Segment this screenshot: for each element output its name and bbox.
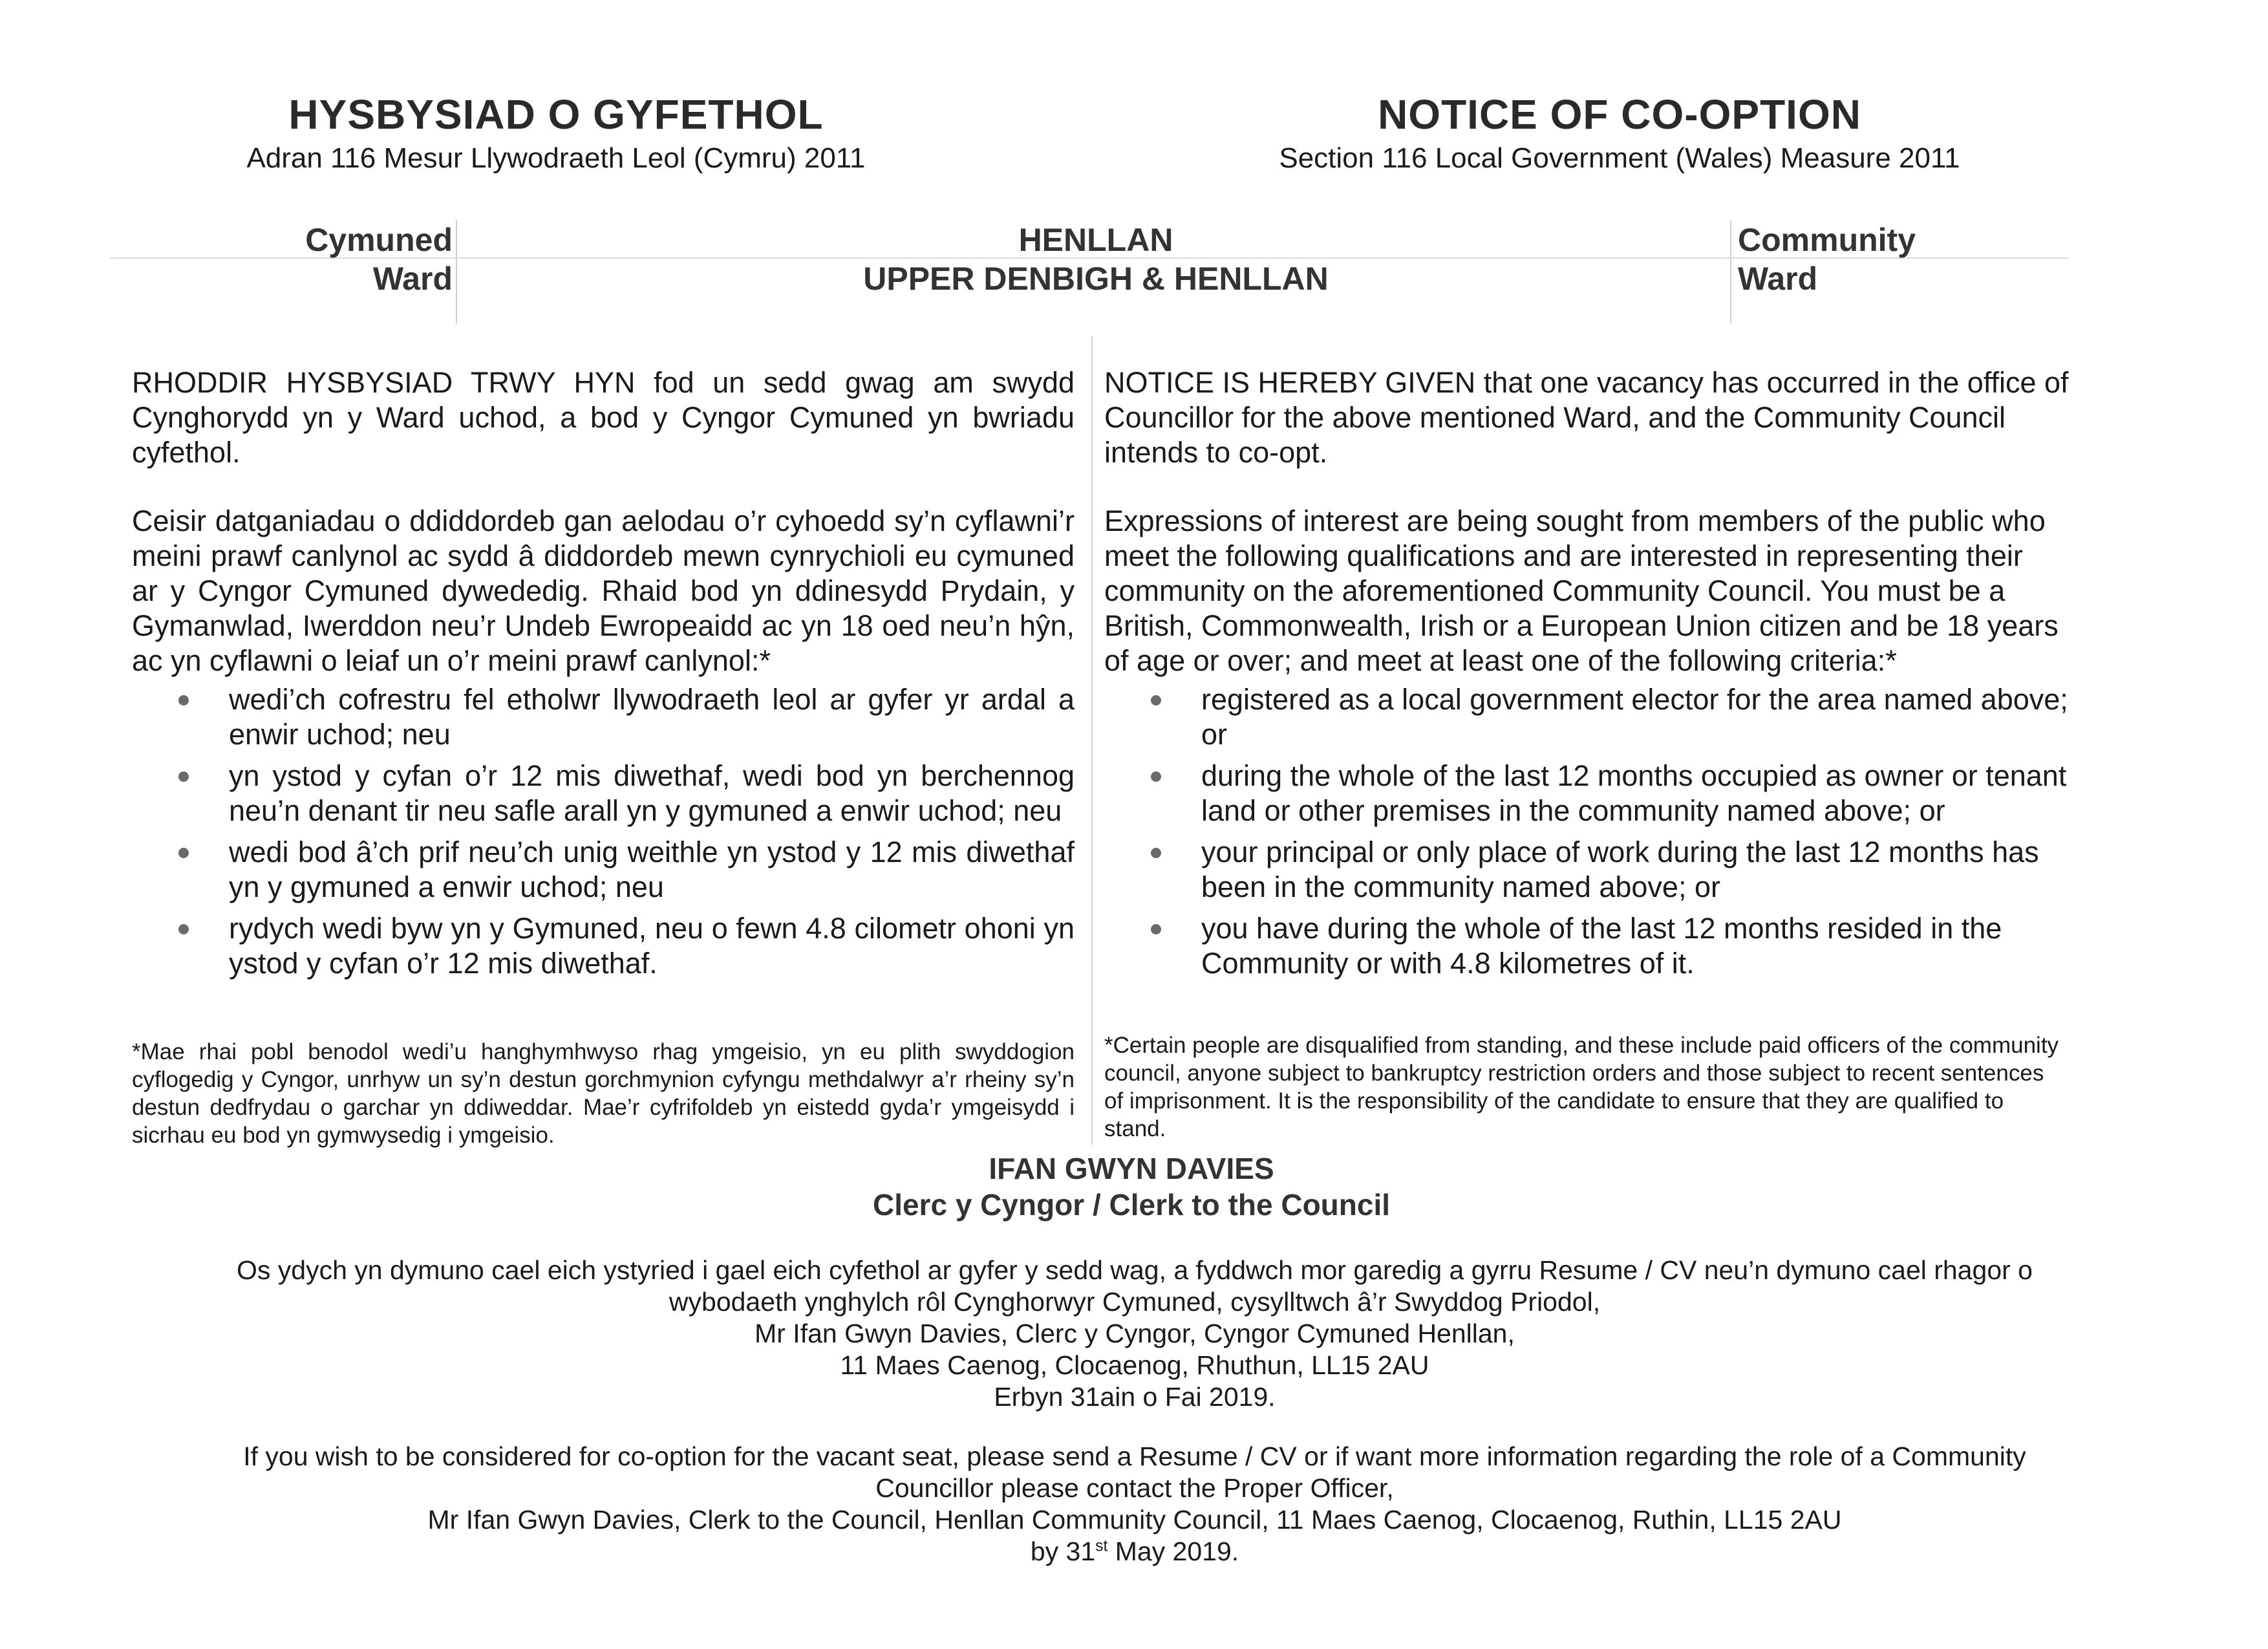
list-item: your principal or only place of work during the last 12 months has been in the community named above; or — [1104, 835, 2074, 905]
ward-label-ward-welsh: Ward — [372, 261, 453, 297]
clerk-name: IFAN GWYN DAVIES — [989, 1152, 1274, 1185]
english-column — [1104, 365, 2074, 987]
list-item: wedi bod â’ch prif neu’ch unig weithle yn ystod y 12 mis diwethaf yn y gymuned a enwir uchod; neu — [132, 835, 1075, 905]
english-intro-paragraph: NOTICE IS HEREBY GIVEN that one vacancy has occurred in the office of Councillor for the above mentioned Ward, and the Community Council intends to co-opt. — [1104, 366, 2069, 469]
ward-label-ward-english: Ward — [1738, 261, 1818, 297]
welsh-contact-line: wybodaeth ynghylch rôl Cynghorwyr Cymuned, cysylltwch â’r Swyddog Priodol, — [669, 1287, 1601, 1317]
clerk-role: Clerc y Cyngor / Clerk to the Council — [872, 1188, 1391, 1222]
list-item: registered as a local government elector for the area named above; or — [1104, 682, 2074, 752]
welsh-interest-paragraph: Ceisir datganiadau o ddiddordeb gan aelodau o’r cyhoedd sy’n cyflawni’r meini prawf canlynol ac sydd â diddordeb mewn cynrychioli eu cymuned ar y Cyngor Cymuned dywededig. Rhaid bod yn ddinesydd Prydain, y Gymanwlad, Iwerddon neu’r Undeb Ewropeaidd ac yn 18 oed neu’n hŷn, ac yn cyflawni o leiaf un o’r meini prawf canlynol:* — [132, 504, 1075, 677]
bullet-icon — [178, 848, 189, 858]
list-item: during the whole of the last 12 months occupied as owner or tenant land or other premises in the community named above; or — [1104, 759, 2074, 828]
community-name: HENLLAN — [1018, 222, 1173, 258]
bullet-icon — [178, 771, 189, 782]
bullet-icon — [1151, 848, 1161, 858]
welsh-criteria-list — [132, 682, 1075, 981]
ward-label-community: Community — [1738, 222, 1916, 258]
welsh-title: HYSBYSIAD O GYFETHOL — [288, 91, 824, 138]
column-divider — [1091, 336, 1093, 1145]
welsh-deadline: Erbyn 31ain o Fai 2019. — [994, 1382, 1276, 1412]
english-subtitle: Section 116 Local Government (Wales) Measure 2011 — [1279, 142, 1960, 174]
english-interest-paragraph: Expressions of interest are being sought from members of the public who meet the following qualifications and are interested in representing their community on the aforementioned Community Council. You must be a British, Commonwealth, Irish or a European Union citizen and be 18 years of age or over; and meet at least one of the following criteria:* — [1104, 504, 2059, 677]
welsh-contact-line: Mr Ifan Gwyn Davies, Clerc y Cyngor, Cyngor Cymuned Henllan, — [754, 1319, 1515, 1348]
english-contact-line: If you wish to be considered for co-option for the vacant seat, please send a Resume / CV or if want more information regarding the role of a Community — [243, 1441, 2026, 1471]
english-title: NOTICE OF CO-OPTION — [1378, 91, 1861, 138]
english-contact-block — [103, 1441, 2166, 1568]
english-criteria-list — [1104, 682, 2074, 981]
ward-box-right-divider — [1730, 220, 1731, 323]
welsh-contact-line: Os ydych yn dymuno cael eich ystyried i gael eich cyfethol ar gyfer y sedd wag, a fyddwch mor garedig a gyrru Resume / CV neu’n dymuno cael rhagor o — [237, 1255, 2033, 1285]
ward-label-cymuned: Cymuned — [305, 222, 453, 258]
list-item: you have during the whole of the last 12 months resided in the Community or with 4.8 kilometres of it. — [1104, 911, 2074, 981]
english-contact-line: Councillor please contact the Proper Officer, — [875, 1473, 1394, 1503]
welsh-subtitle: Adran 116 Mesur Llywodraeth Leol (Cymru) 2011 — [246, 142, 866, 174]
welsh-contact-block — [103, 1255, 2166, 1413]
list-item: wedi’ch cofrestru fel etholwr llywodraeth leol ar gyfer yr ardal a enwir uchod; neu — [132, 682, 1075, 752]
bullet-icon — [178, 924, 189, 934]
bullet-icon — [178, 695, 189, 706]
list-item: rydych wedi byw yn y Gymuned, neu o fewn 4.8 cilometr ohoni yn ystod y cyfan o’r 12 mis diwethaf. — [132, 911, 1075, 981]
list-item: yn ystod y cyfan o’r 12 mis diwethaf, wedi bod yn berchennog neu’n denant tir neu safle arall yn y gymuned a enwir uchod; neu — [132, 759, 1075, 828]
bullet-icon — [1151, 771, 1161, 782]
welsh-column — [132, 365, 1075, 987]
bullet-icon — [1151, 924, 1161, 934]
welsh-contact-address: 11 Maes Caenog, Clocaenog, Rhuthun, LL15 2AU — [840, 1350, 1429, 1380]
english-footnote: *Certain people are disqualified from standing, and these include paid officers of the community council, anyone subject to bankruptcy restriction orders and those subject to recent sentences of imprisonment. It is the responsibility of the candidate to ensure that they are qualified to stand. — [1104, 1033, 2059, 1141]
ward-name: UPPER DENBIGH & HENLLAN — [863, 261, 1329, 297]
welsh-footnote: *Mae rhai pobl benodol wedi’u hanghymhwyso rhag ymgeisio, yn eu plith swyddogion cyflogedig y Cyngor, unrhyw un sy’n destun gorchmynion cyfyngu methdalwyr a’r rheiny sy’n destun dedfrydau o garchar yn ddiweddar. Mae’r cyfrifoldeb yn eistedd gyda’r ymgeisydd i sicrhau eu bod yn gymwysedig i ymgeisio. — [132, 1039, 1075, 1148]
bullet-icon — [1151, 695, 1161, 706]
english-contact-address: Mr Ifan Gwyn Davies, Clerk to the Council, Henllan Community Council, 11 Maes Caenog, Clocaenog, Ruthin, LL15 2AU — [427, 1505, 1842, 1535]
welsh-intro-paragraph: RHODDIR HYSBYSIAD TRWY HYN fod un sedd gwag am swydd Cynghorydd yn y Ward uchod, a bod y Cyngor Cymuned yn bwriadu cyfethol. — [132, 366, 1075, 469]
ward-box-left-divider — [456, 220, 457, 323]
english-deadline: by 31st May 2019. — [1030, 1536, 1239, 1566]
